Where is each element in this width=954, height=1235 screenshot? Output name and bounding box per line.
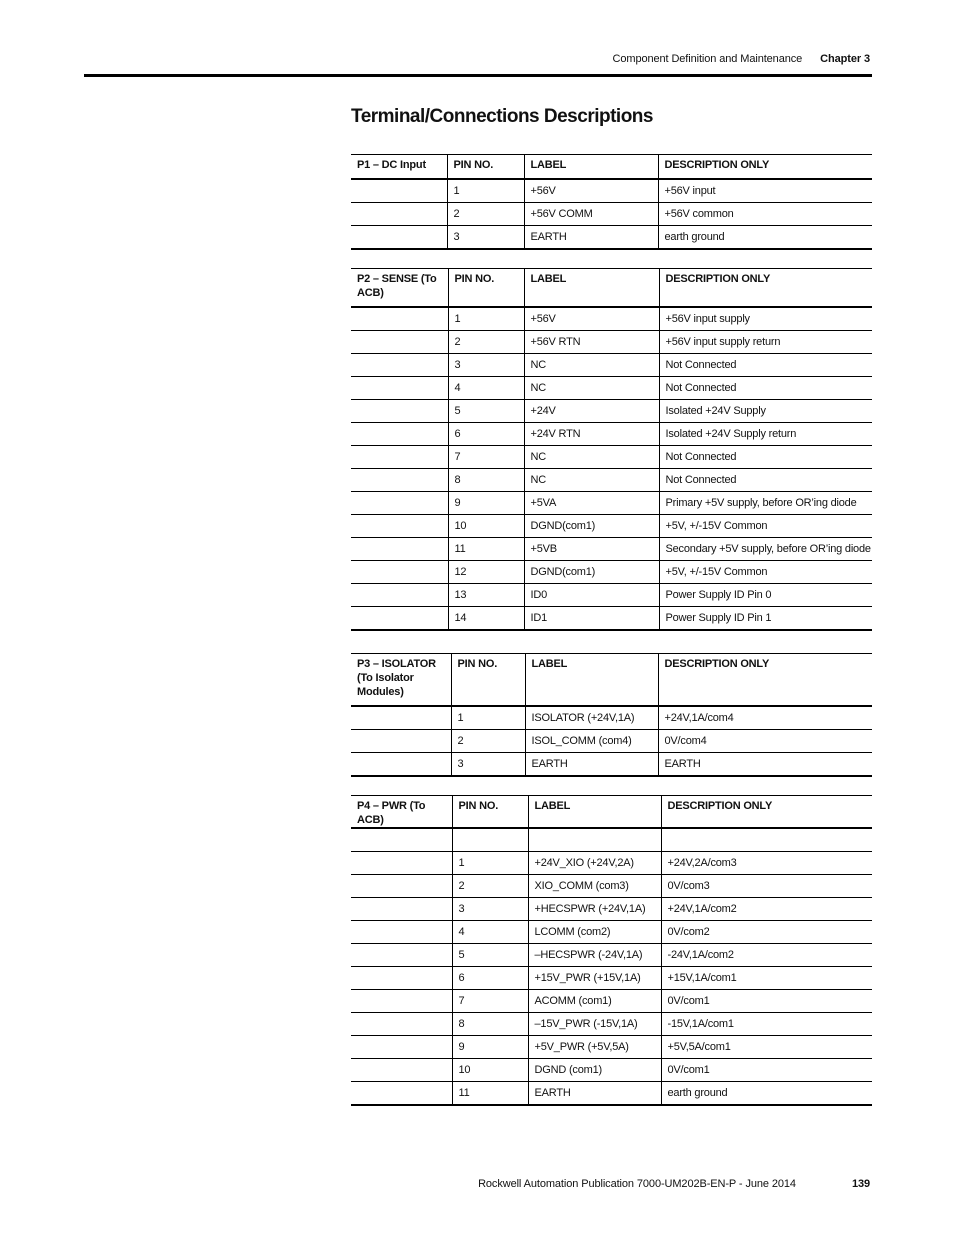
label-cell: DGND(com1) (524, 515, 659, 538)
pin-number-cell: 11 (452, 1082, 528, 1106)
column-header: DESCRIPTION ONLY (661, 796, 872, 829)
description-cell: 0V/com4 (658, 730, 872, 753)
label-cell: –HECSPWR (-24V,1A) (528, 944, 661, 967)
description-cell: +56V input supply return (659, 331, 872, 354)
label-cell: ID0 (524, 584, 659, 607)
empty-cell (351, 179, 447, 203)
pin-number-cell: 5 (452, 944, 528, 967)
header-row (351, 155, 872, 180)
connector-name: P3 – ISOLATOR (To Isolator Modules) (351, 654, 451, 707)
publication-info: Rockwell Automation Publication 7000-UM202B-EN-P - June 2014 (478, 1178, 796, 1190)
empty-cell (351, 331, 448, 354)
pin-number-cell: 11 (448, 538, 524, 561)
empty-cell (351, 469, 448, 492)
table-row (351, 898, 872, 921)
description-cell: Not Connected (659, 354, 872, 377)
description-cell: 0V/com3 (661, 875, 872, 898)
description-cell: Not Connected (659, 446, 872, 469)
pin-number-cell: 7 (452, 990, 528, 1013)
connector-name: P4 – PWR (To ACB) (351, 796, 452, 829)
header-row (351, 654, 872, 707)
pin-number-cell: 4 (448, 377, 524, 400)
description-cell: +5V, +/-15V Common (659, 561, 872, 584)
table-row (351, 584, 872, 607)
page-footer (478, 1178, 870, 1190)
table-row (351, 377, 872, 400)
empty-cell (351, 875, 452, 898)
empty-cell (351, 561, 448, 584)
table-row (351, 1082, 872, 1106)
header-row (351, 796, 872, 829)
label-cell: NC (524, 469, 659, 492)
empty-cell (351, 607, 448, 631)
connector-name: P1 – DC Input (351, 155, 447, 180)
table-row (351, 423, 872, 446)
description-cell: 0V/com1 (661, 1059, 872, 1082)
label-cell: +HECSPWR (+24V,1A) (528, 898, 661, 921)
pin-number-cell: 13 (448, 584, 524, 607)
label-cell: +24V_XIO (+24V,2A) (528, 852, 661, 875)
empty-cell (351, 354, 448, 377)
description-cell: Isolated +24V Supply return (659, 423, 872, 446)
empty-cell (351, 446, 448, 469)
table-row (351, 990, 872, 1013)
table-row (351, 538, 872, 561)
empty-cell (351, 706, 451, 730)
empty-cell (351, 898, 452, 921)
pin-number-cell: 9 (448, 492, 524, 515)
pin-number-cell: 6 (448, 423, 524, 446)
column-header: PIN NO. (452, 796, 528, 829)
section-title: Component Definition and Maintenance (612, 53, 803, 65)
pin-number-cell: 5 (448, 400, 524, 423)
pin-number-cell: 3 (447, 226, 524, 250)
description-cell: Power Supply ID Pin 1 (659, 607, 872, 631)
label-cell: +56V COMM (524, 203, 658, 226)
description-cell: Power Supply ID Pin 0 (659, 584, 872, 607)
pin-number-cell: 10 (448, 515, 524, 538)
table-row (351, 400, 872, 423)
table-row (351, 828, 872, 852)
description-cell: +56V common (658, 203, 872, 226)
pin-number-cell: 14 (448, 607, 524, 631)
label-cell: +56V RTN (524, 331, 659, 354)
empty-cell (351, 203, 447, 226)
pin-number-cell: 2 (448, 331, 524, 354)
pin-number-cell: 2 (451, 730, 525, 753)
label-cell: DGND (com1) (528, 1059, 661, 1082)
table-row (351, 331, 872, 354)
description-cell: -15V,1A/com1 (661, 1013, 872, 1036)
label-cell: +5VA (524, 492, 659, 515)
description-cell: Not Connected (659, 469, 872, 492)
column-header: PIN NO. (447, 155, 524, 180)
pin-number-cell: 1 (447, 179, 524, 203)
label-cell: +56V (524, 307, 659, 331)
column-header: DESCRIPTION ONLY (659, 269, 872, 308)
description-cell: 0V/com2 (661, 921, 872, 944)
pin-number-cell: 3 (448, 354, 524, 377)
empty-cell (351, 852, 452, 875)
table-row (351, 203, 872, 226)
table-row (351, 753, 872, 777)
page-title: Terminal/Connections Descriptions (351, 106, 653, 127)
empty-cell (351, 538, 448, 561)
description-cell: +24V,1A/com2 (661, 898, 872, 921)
empty-cell (351, 377, 448, 400)
description-cell: +5V,5A/com1 (661, 1036, 872, 1059)
empty-cell (351, 944, 452, 967)
column-header: LABEL (524, 155, 658, 180)
label-cell: LCOMM (com2) (528, 921, 661, 944)
table-row (351, 852, 872, 875)
pin-number-cell: 1 (452, 852, 528, 875)
empty-cell (351, 1036, 452, 1059)
empty-cell (351, 423, 448, 446)
label-cell: EARTH (525, 753, 658, 777)
pin-number-cell: 4 (452, 921, 528, 944)
empty-cell (351, 584, 448, 607)
table-row (351, 307, 872, 331)
pin-number-cell: 6 (452, 967, 528, 990)
table-row (351, 446, 872, 469)
empty-cell (351, 226, 447, 250)
chapter-label: Chapter 3 (820, 53, 870, 65)
description-cell: +24V,1A/com4 (658, 706, 872, 730)
label-cell: +5VB (524, 538, 659, 561)
p2-sense-table (351, 268, 872, 631)
table-row (351, 226, 872, 250)
label-cell: ID1 (524, 607, 659, 631)
pin-number-cell (452, 828, 528, 852)
label-cell: NC (524, 377, 659, 400)
description-cell: +56V input supply (659, 307, 872, 331)
p1-dc-input-table (351, 154, 872, 250)
label-cell: +5V_PWR (+5V,5A) (528, 1036, 661, 1059)
description-cell: +24V,2A/com3 (661, 852, 872, 875)
table-row (351, 944, 872, 967)
label-cell: +56V (524, 179, 658, 203)
label-cell: EARTH (528, 1082, 661, 1106)
description-cell: Secondary +5V supply, before OR’ing diode (659, 538, 872, 561)
table-row (351, 515, 872, 538)
column-header: PIN NO. (451, 654, 525, 707)
pin-number-cell: 9 (452, 1036, 528, 1059)
empty-cell (351, 492, 448, 515)
description-cell: earth ground (661, 1082, 872, 1106)
label-cell: EARTH (524, 226, 658, 250)
table-row (351, 967, 872, 990)
pin-number-cell: 8 (452, 1013, 528, 1036)
table-row (351, 469, 872, 492)
label-cell: +24V RTN (524, 423, 659, 446)
description-cell: +56V input (658, 179, 872, 203)
label-cell: ACOMM (com1) (528, 990, 661, 1013)
empty-cell (351, 990, 452, 1013)
empty-cell (351, 753, 451, 777)
description-cell: EARTH (658, 753, 872, 777)
column-header: DESCRIPTION ONLY (658, 155, 872, 180)
label-cell: ISOLATOR (+24V,1A) (525, 706, 658, 730)
empty-cell (351, 1082, 452, 1106)
table-row (351, 607, 872, 631)
column-header: LABEL (524, 269, 659, 308)
table-row (351, 730, 872, 753)
description-cell: -24V,1A/com2 (661, 944, 872, 967)
pin-number-cell: 3 (452, 898, 528, 921)
pin-number-cell: 12 (448, 561, 524, 584)
description-cell: Primary +5V supply, before OR’ing diode (659, 492, 872, 515)
empty-cell (351, 828, 452, 852)
empty-cell (351, 1059, 452, 1082)
table-row (351, 1013, 872, 1036)
table-row (351, 1059, 872, 1082)
description-cell: earth ground (658, 226, 872, 250)
label-cell: NC (524, 354, 659, 377)
p4-pwr-table (351, 795, 872, 1106)
column-header: LABEL (528, 796, 661, 829)
table-row (351, 875, 872, 898)
description-cell: Isolated +24V Supply (659, 400, 872, 423)
description-cell: +15V,1A/com1 (661, 967, 872, 990)
label-cell: ISOL_COMM (com4) (525, 730, 658, 753)
column-header: PIN NO. (448, 269, 524, 308)
label-cell: XIO_COMM (com3) (528, 875, 661, 898)
label-cell: –15V_PWR (-15V,1A) (528, 1013, 661, 1036)
description-cell: Not Connected (659, 377, 872, 400)
table-row (351, 179, 872, 203)
running-header (613, 53, 870, 65)
table-row (351, 706, 872, 730)
empty-cell (351, 730, 451, 753)
empty-cell (351, 400, 448, 423)
pin-number-cell: 1 (448, 307, 524, 331)
table-row (351, 921, 872, 944)
empty-cell (351, 307, 448, 331)
label-cell: NC (524, 446, 659, 469)
empty-cell (351, 515, 448, 538)
column-header: LABEL (525, 654, 658, 707)
p3-isolator-table (351, 653, 872, 777)
pin-number-cell: 1 (451, 706, 525, 730)
label-cell (528, 828, 661, 852)
pin-number-cell: 3 (451, 753, 525, 777)
column-header: DESCRIPTION ONLY (658, 654, 872, 707)
label-cell: +24V (524, 400, 659, 423)
table-row (351, 561, 872, 584)
label-cell: DGND(com1) (524, 561, 659, 584)
description-cell: +5V, +/-15V Common (659, 515, 872, 538)
table-row (351, 1036, 872, 1059)
label-cell: +15V_PWR (+15V,1A) (528, 967, 661, 990)
empty-cell (351, 1013, 452, 1036)
empty-cell (351, 967, 452, 990)
table-row (351, 492, 872, 515)
page-number: 139 (851, 1178, 870, 1190)
header-row (351, 269, 872, 308)
pin-number-cell: 8 (448, 469, 524, 492)
empty-cell (351, 921, 452, 944)
description-cell (661, 828, 872, 852)
pin-number-cell: 2 (452, 875, 528, 898)
header-rule (84, 74, 872, 77)
description-cell: 0V/com1 (661, 990, 872, 1013)
connector-name: P2 – SENSE (To ACB) (351, 269, 448, 308)
pin-number-cell: 2 (447, 203, 524, 226)
pin-number-cell: 10 (452, 1059, 528, 1082)
pin-number-cell: 7 (448, 446, 524, 469)
table-row (351, 354, 872, 377)
